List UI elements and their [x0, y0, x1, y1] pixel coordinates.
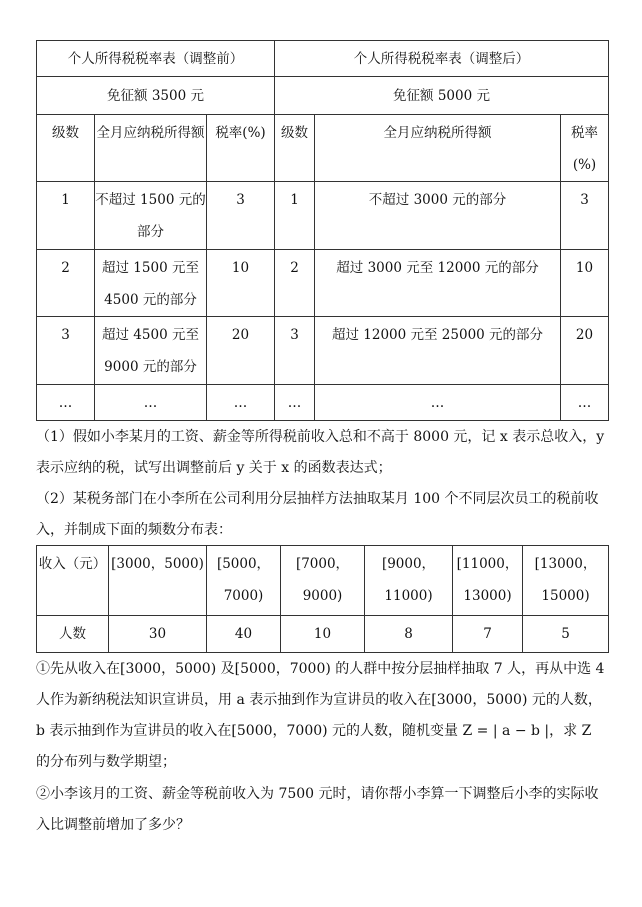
amount-after: …: [315, 385, 561, 421]
rate-before: …: [207, 385, 275, 421]
amount-before: 不超过 1500 元的部分: [95, 182, 207, 250]
amount-before: …: [95, 385, 207, 421]
rate-after: 20: [561, 317, 609, 385]
rate-after: 10: [561, 250, 609, 317]
after-title: 个人所得税税率表（调整后）: [275, 41, 609, 77]
question-1: （1）假如小李某月的工资、薪金等所得税前收入总和不高于 8000 元，记 x 表示总收入，y 表示应纳的税，试写出调整前后 y 关于 x 的函数表达式；: [36, 429, 605, 476]
amount-after: 超过 12000 元至 25000 元的部分: [315, 317, 561, 385]
count-value: 7: [453, 616, 523, 653]
header-amount-before: 全月应纳税所得额: [95, 115, 207, 182]
count-value: 5: [523, 616, 609, 653]
level-before: …: [37, 385, 95, 421]
level-before: 3: [37, 317, 95, 385]
rate-before: 20: [207, 317, 275, 385]
rate-after: 3: [561, 182, 609, 250]
level-after: 2: [275, 250, 315, 317]
table-row: [37, 317, 609, 385]
before-exemption: 免征额 3500 元: [37, 77, 275, 115]
header-rate-after: 税率(%): [561, 115, 609, 182]
amount-before: 超过 4500 元至 9000 元的部分: [95, 317, 207, 385]
rate-after: …: [561, 385, 609, 421]
after-exemption: 免征额 5000 元: [275, 77, 609, 115]
count-value: 10: [281, 616, 365, 653]
question-2: （2）某税务部门在小李所在公司利用分层抽样方法抽取某月 100 个不同层次员工的税前收入，并制成下面的频数分布表：: [36, 491, 599, 538]
table-row: [37, 182, 609, 250]
header-amount-after: 全月应纳税所得额: [315, 115, 561, 182]
level-before: 1: [37, 182, 95, 250]
income-label: 收入（元）: [37, 546, 109, 616]
level-before: 2: [37, 250, 95, 317]
rate-before: 10: [207, 250, 275, 317]
level-after: …: [275, 385, 315, 421]
table-row: [37, 385, 609, 421]
income-interval: [9000，11000): [365, 546, 453, 616]
frequency-table: [36, 545, 609, 653]
count-label: 人数: [37, 616, 109, 653]
income-interval: [5000，7000): [207, 546, 281, 616]
tax-rate-table: [36, 40, 609, 421]
level-after: 3: [275, 317, 315, 385]
header-rate-before: 税率(%): [207, 115, 275, 182]
income-interval: [11000，13000): [453, 546, 523, 616]
before-title: 个人所得税税率表（调整前）: [37, 41, 275, 77]
header-level-before: 级数: [37, 115, 95, 182]
sub-question-1: ①先从收入在[3000，5000) 及[5000，7000) 的人群中按分层抽样抽取 7 人，再从中选 4 人作为新纳税法知识宣讲员，用 a 表示抽到作为宣讲员的收入在[3000，5000) 元的人数，b 表示抽到作为宣讲员的收入在[5000，7000) 元的人数，随机变量 Z = | a − b |，求 Z 的分布列与数学期望；: [36, 661, 605, 770]
amount-before: 超过 1500 元至 4500 元的部分: [95, 250, 207, 317]
rate-before: 3: [207, 182, 275, 250]
count-value: 8: [365, 616, 453, 653]
header-level-after: 级数: [275, 115, 315, 182]
table-row: [37, 250, 609, 317]
income-interval: [3000，5000): [109, 546, 207, 616]
amount-after: 超过 3000 元至 12000 元的部分: [315, 250, 561, 317]
count-value: 40: [207, 616, 281, 653]
income-interval: [13000，15000): [523, 546, 609, 616]
count-value: 30: [109, 616, 207, 653]
amount-after: 不超过 3000 元的部分: [315, 182, 561, 250]
sub-question-2: ②小李该月的工资、薪金等税前收入为 7500 元时，请你帮小李算一下调整后小李的实际收入比调整前增加了多少？: [36, 786, 599, 833]
level-after: 1: [275, 182, 315, 250]
income-interval: [7000，9000): [281, 546, 365, 616]
